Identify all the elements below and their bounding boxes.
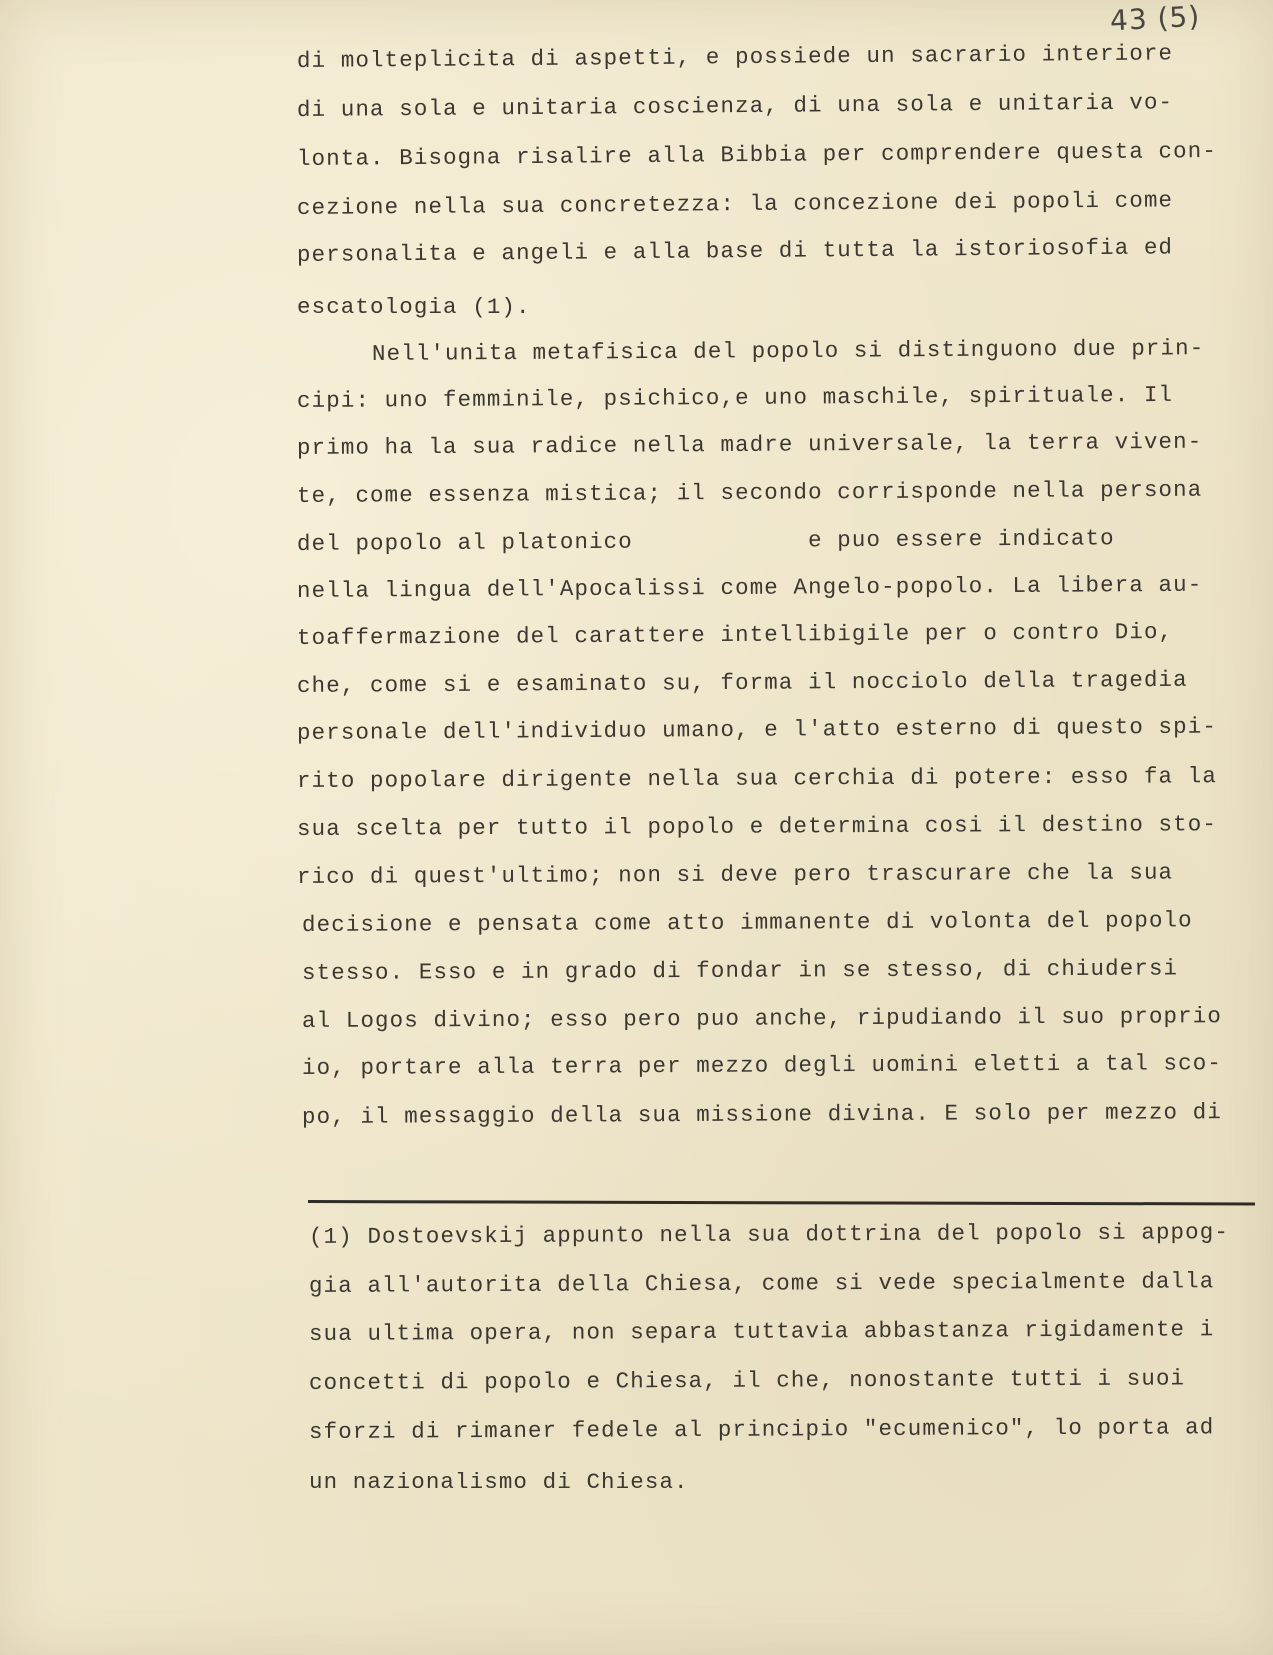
footnote-text-line: sforzi di rimaner fedele al principio "ecumenico", lo porta ad bbox=[308, 1414, 1215, 1445]
body-text-line: decisione e pensata come atto immanente di volonta del popolo bbox=[301, 907, 1193, 938]
body-text-line: personalita e angeli e alla base di tutta la istoriosofia ed bbox=[296, 234, 1174, 268]
body-text-line: cipi: uno femminile, psichico,e uno maschile, spirituale. Il bbox=[296, 381, 1174, 414]
body-text-line: rico di quest'ultimo; non si deve pero trascurare che la sua bbox=[296, 859, 1174, 890]
body-text-line: sua scelta per tutto il popolo e determina cosi il destino sto- bbox=[296, 811, 1218, 842]
body-text-line: che, come si e esaminato su, forma il nocciolo della tragedia bbox=[296, 666, 1188, 699]
body-text-line: stesso. Esso e in grado di fondar in se stesso, di chiudersi bbox=[301, 955, 1179, 986]
body-text-line: escatologia (1). bbox=[297, 294, 531, 320]
body-text-line: lonta. Bisogna risalire alla Bibbia per comprendere questa con- bbox=[296, 137, 1218, 172]
page-number: 43 (5) bbox=[1109, 0, 1202, 38]
footnote-separator-rule bbox=[308, 1200, 1255, 1205]
body-text-line: io, portare alla terra per mezzo degli uomini eletti a tal sco- bbox=[301, 1050, 1223, 1081]
body-text-line: personale dell'individuo umano, e l'atto esterno di questo spi- bbox=[296, 713, 1218, 746]
body-text-line: te, come essenza mistica; il secondo corrisponde nella persona bbox=[296, 476, 1203, 509]
footnote-text-line: gia all'autorita della Chiesa, come si vede specialmente dalla bbox=[308, 1268, 1215, 1299]
body-text-line: po, il messaggio della sua missione divina. E solo per mezzo di bbox=[301, 1099, 1223, 1130]
body-text-line: al Logos divino; esso pero puo anche, ripudiando il suo proprio bbox=[301, 1003, 1223, 1034]
body-text-line: di una sola e unitaria coscienza, di una sola e unitaria vo- bbox=[296, 89, 1174, 123]
body-text-line: toaffermazione del carattere intellibigile per o contro Dio, bbox=[296, 618, 1174, 651]
body-text-line: di molteplicita di aspetti, e possiede un sacrario interiore bbox=[296, 40, 1174, 74]
footnote-text-line: concetti di popolo e Chiesa, il che, nonostante tutti i suoi bbox=[308, 1365, 1186, 1396]
body-text-line: primo ha la sua radice nella madre universale, la terra viven- bbox=[296, 428, 1203, 461]
body-text-line: cezione nella sua concretezza: la concezione dei popoli come bbox=[296, 187, 1174, 221]
body-text-line: del popolo al platonico e puo essere indicato bbox=[296, 525, 1115, 557]
footnote-text-line: (1) Dostoevskij appunto nella sua dottrina del popolo si appog- bbox=[308, 1219, 1230, 1250]
body-text-line: rito popolare dirigente nella sua cerchia di potere: esso fa la bbox=[296, 763, 1218, 794]
footnote-text-line: sua ultima opera, non separa tuttavia abbastanza rigidamente i bbox=[308, 1316, 1215, 1347]
body-text-line: nella lingua dell'Apocalissi come Angelo-popolo. La libera au- bbox=[296, 571, 1203, 604]
footnote-text-line: un nazionalismo di Chiesa. bbox=[309, 1469, 689, 1495]
body-text-line: Nell'unita metafisica del popolo si distinguono due prin- bbox=[371, 335, 1205, 367]
